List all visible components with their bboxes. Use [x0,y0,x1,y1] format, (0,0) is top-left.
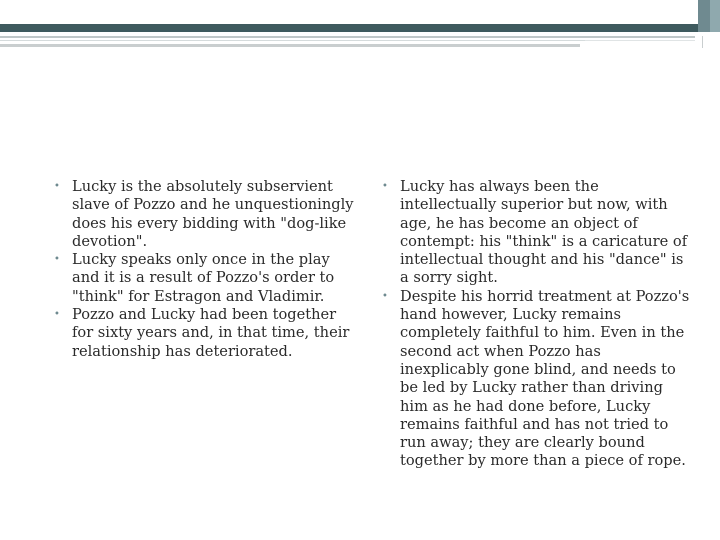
bullet-icon: • [382,181,388,192]
header-corner-accent [710,0,720,32]
bullet-icon: • [54,254,60,266]
bullet-icon: • [54,181,60,192]
bullet-text: Lucky has always been the intellectually superior but now, with age, he has become an object of contempt: his "think" is a caricature of intellectual thought and his "dance" is a sorry sight. [400,178,688,287]
bullet-text: Pozzo and Lucky had been together for sixty years and, in that time, their relationship has deteriorated. [72,306,350,360]
bullet-icon: • [54,309,60,321]
header-accent-right-line [585,40,695,41]
list-item [54,178,354,251]
bullet-text: Despite his horrid treatment at Pozzo's hand however, Lucky remains completely faithful to him. Even in the second act when Pozzo has inexplicably gone blind, and needs to be led by Lucky rather than driving him as he had done before, Lucky remains faithful and has not tried to run away; they are clearly bound together by more than a piece of rope. [400,287,690,470]
list-item [54,251,354,306]
list-item [54,306,354,361]
header-side-line [702,36,703,48]
left-text-column [54,178,354,361]
header-accent-line [0,44,580,47]
left-bullet-list [54,178,354,361]
right-bullet-list [382,178,692,471]
list-item [382,178,692,288]
header-background [0,0,720,24]
right-text-column [382,178,692,471]
list-item [382,288,692,471]
bullet-text: Lucky speaks only once in the play and it is a result of Pozzo's order to "think" for Estragon and Vladimir. [72,251,335,305]
header-divider-line [0,36,695,38]
header-bar [0,24,698,32]
bullet-icon: • [382,290,388,302]
bullet-text: Lucky is the absolutely subservient slave of Pozzo and he unquestioningly does his every bidding with "dog-like devotion". [72,178,354,250]
